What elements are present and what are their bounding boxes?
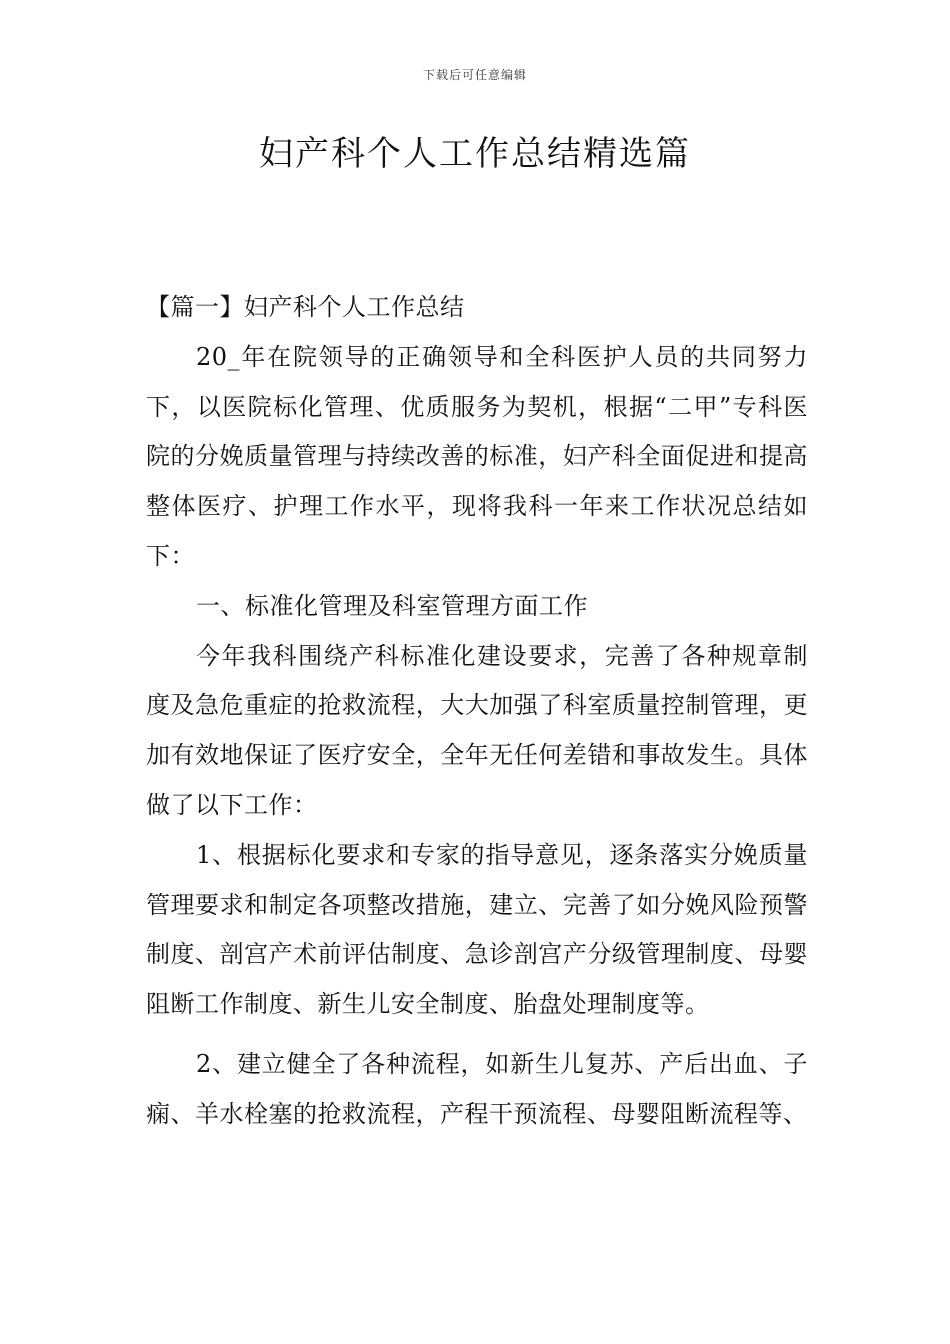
- intro-paragraph: 20_年在院领导的正确领导和全科医护人员的共同努力下，以医院标化管理、优质服务为契机，根据“二甲”专科医院的分娩质量管理与持续改善的标准，妇产科全面促进和提高整体医疗、护理工作水平，现将我科一年来工作状况总结如下：: [146, 342, 808, 570]
- document-title: 妇产科个人工作总结精选篇: [259, 134, 691, 174]
- part-one-heading: 一、标准化管理及科室管理方面工作: [196, 591, 588, 620]
- header-note: 下载后可任意编辑: [422, 68, 527, 82]
- list-item-1: 1、根据标化要求和专家的指导意见，逐条落实分娩质量管理要求和制定各项整改措施，建立、完善了如分娩风险预警制度、剖宫产术前评估制度、急诊剖宫产分级管理制度、母婴阻断工作制度、新生儿安全制度、胎盘处理制度等。: [146, 840, 808, 1019]
- list-item-2: 2、建立健全了各种流程，如新生儿复苏、产后出血、子痫、羊水栓塞的抢救流程，产程干预流程、母婴阻断流程等、: [146, 1049, 808, 1128]
- part-one-paragraph: 今年我科围绕产科标准化建设要求，完善了各种规章制度及急危重症的抢救流程，大大加强了科室质量控制管理，更加有效地保证了医疗安全，全年无任何差错和事故发生。具体做了以下工作：: [146, 641, 808, 819]
- document-body: [146, 283, 808, 1140]
- section-heading: 【篇一】妇产科个人工作总结: [146, 293, 465, 321]
